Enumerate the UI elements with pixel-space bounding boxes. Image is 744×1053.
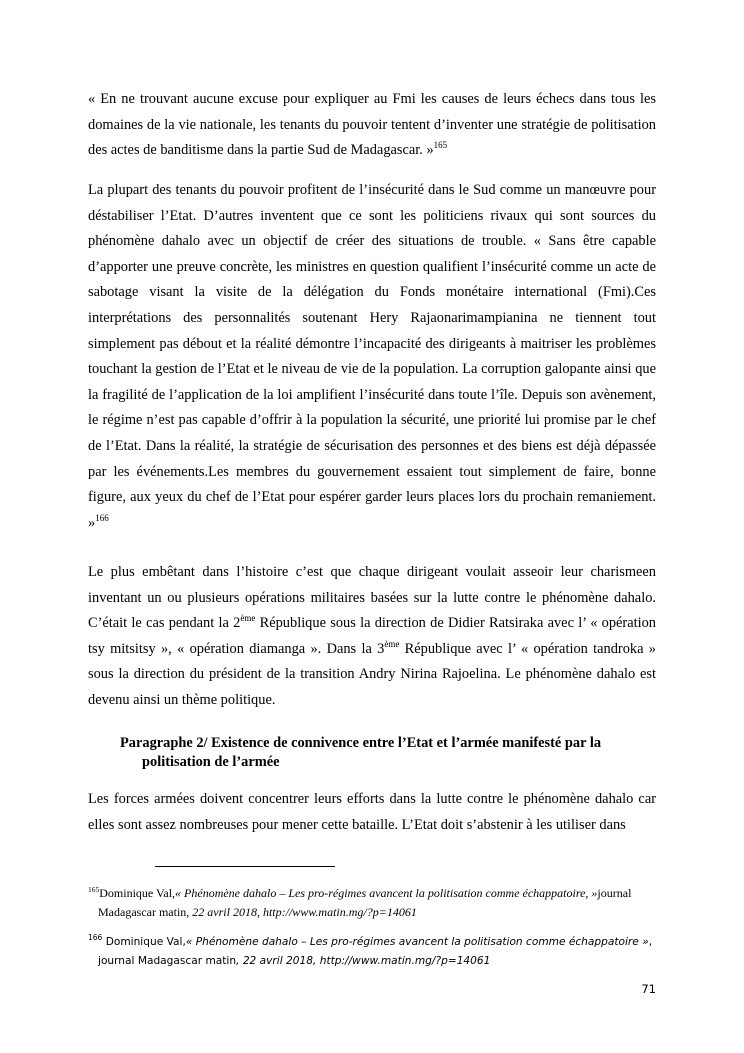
paragraph-text: République sous la direction de Didier Ratsiraka avec l’ « opération tsy mitsitsy », « opération diamanga ». Dans la 3 — [88, 615, 656, 657]
footnote-166 — [88, 933, 674, 971]
ordinal-superscript: ème — [384, 638, 400, 649]
paragraph-insecurity — [88, 178, 656, 536]
footnote-reference: 166 — [95, 512, 109, 523]
paragraph-text: La plupart des tenants du pouvoir profitent de l’insécurité dans le Sud comme un manœuvre pour déstabiliser l’Etat. D’autres inventent que ce sont les politiciens rivaux qui sont sources du phénomène dahalo avec un objectif de créer des situations de trouble. « Sans être capable d’apporter une preuve concrète, les ministres en question qualifient l’insécurité comme un acte de sabotage visant la visite de la délégation du Fonds monétaire international (Fmi).Ces interprétations des personnalités soutenant Hery Rajaonarimampianina ne tiennent tout simplement pas débout et la réalité démontre l’incapacité des dirigeants à maitriser les problèmes touchant la gestion de l’Etat et le niveau de vie de la population. La corruption galopante ainsi que la fragilité de l’application de la loi amplifient l’insécurité dans toute l’île. Depuis son avènement, le régime n’est pas capable d’offrir à la population la sécurité, une priorité lui promise par le chef de l’Etat. Dans la réalité, la stratégie de sécurisation des personnes et des biens est déjà dépassée par les événements.Les membres du gouvernement essaient tout simplement de faire, bonne figure, aux yeux du chef de l’Etat pour espérer garder leurs places lors du prochain remaniement. » — [88, 182, 656, 531]
footnote-details: , 22 avril 2018, http://www.matin.mg/?p=14061 — [186, 905, 417, 919]
footnote-title: « Phénomène dahalo – Les pro-régimes avancent la politisation comme échappatoire » — [185, 936, 649, 948]
footnote-165 — [88, 884, 674, 922]
paragraph-military-operations — [88, 560, 656, 714]
footnote-source: , journal Madagascar matin — [98, 936, 653, 967]
footnote-details: , 22 avril 2018, http://www.matin.mg/?p=14061 — [236, 955, 491, 967]
ordinal-superscript: ème — [240, 613, 256, 624]
paragraph-text: République avec l’ « opération tandroka » sous la direction du président de la transition Andry Nirina Rajoelina. Le phénomène dahalo est devenu ainsi un thème politique. — [88, 640, 656, 708]
footnote-author: Dominique Val, — [99, 886, 176, 900]
paragraph-armed-forces: Les forces armées doivent concentrer leurs efforts dans la lutte contre le phénomène dahalo car elles sont assez nombreuses pour mener cette bataille. L’Etat doit s’abstenir à les utiliser dans — [88, 791, 656, 833]
footnote-author: Dominique Val, — [102, 936, 186, 948]
footnote-number: 166 — [88, 933, 103, 942]
page-number: 71 — [641, 982, 656, 996]
footnote-title: « Phénomène dahalo – Les pro-régimes avancent la politisation comme échappatoire, » — [175, 886, 598, 900]
footnote-source: journal Madagascar matin — [98, 886, 632, 919]
footnote-separator — [155, 866, 335, 867]
footnote-reference: 165 — [433, 140, 448, 151]
section-heading: Paragraphe 2/ Existence de connivence entre l’Etat et l’armée manifesté par la politisation de l’armée — [120, 735, 602, 770]
paragraph-text: « En ne trouvant aucune excuse pour expliquer au Fmi les causes de leurs échecs dans tous les domaines de la vie nationale, les tenants du pouvoir tentent d’inventer une stratégie de politisation des actes de banditisme dans la partie Sud de Madagascar. » — [88, 91, 656, 159]
footnote-number: 165 — [88, 885, 100, 894]
paragraph-quote-1 — [88, 87, 656, 164]
paragraph-text: Le plus embêtant dans l’histoire c’est que chaque dirigeant voulait asseoir leur charismeen inventant un ou plusieurs opérations militaires basées sur la lutte contre le phénomène dahalo. C’était le cas pendant la 2 — [88, 564, 656, 632]
